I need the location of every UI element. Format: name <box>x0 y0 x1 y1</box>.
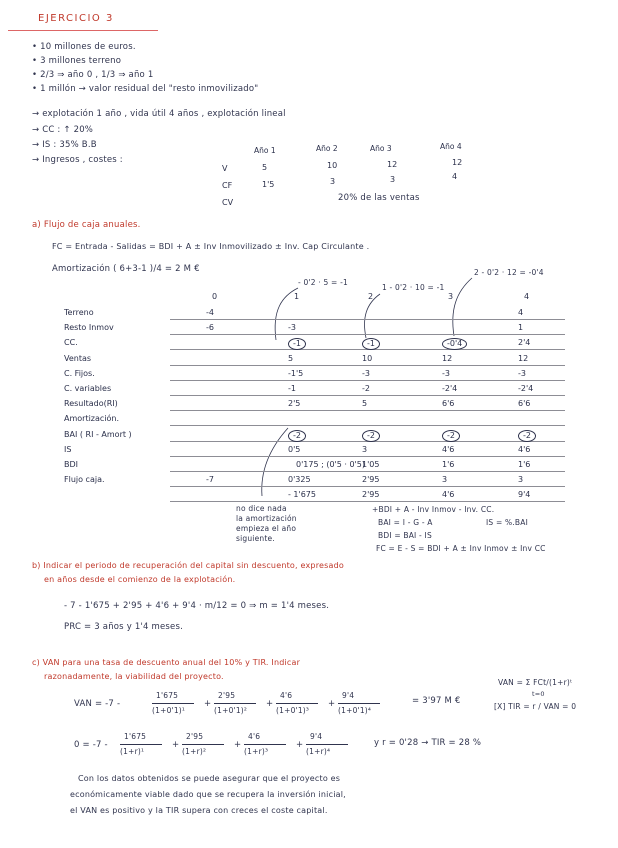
row-label: Flujo caja. <box>64 475 105 485</box>
small-v-1: 5 <box>262 163 268 172</box>
note-line-1: no dice nada <box>236 504 287 513</box>
small-v-4: 12 <box>452 158 463 167</box>
arrow-cc-3 <box>453 278 472 336</box>
condition-3: → IS : 35% B.B <box>32 140 97 150</box>
fraction-bar <box>338 703 380 704</box>
fraction-bar <box>306 744 348 745</box>
arrow-note-1: - 0'2 · 5 = -1 <box>298 278 348 287</box>
section-c-heading-1: c) VAN para una tasa de descuento anual del 10% y TIR. Indicar <box>32 658 301 667</box>
premise-3: • 2/3 ⇒ año 0 , 1/3 ⇒ año 1 <box>32 70 154 80</box>
table-cell: -3 <box>518 368 526 378</box>
table-cell: -3 <box>442 368 450 378</box>
fraction-numerator: 9'4 <box>310 732 323 741</box>
fraction-denominator: (1+0'1)³ <box>276 706 310 715</box>
plus-sign: + <box>234 740 242 750</box>
small-v-2: 10 <box>327 161 338 170</box>
table-cell: -6 <box>206 323 214 333</box>
fraction-bar <box>244 744 286 745</box>
condition-4: → Ingresos , costes : <box>32 155 123 165</box>
table-cell: - 1'675 <box>288 490 316 500</box>
table-cell: 2'95 <box>362 490 380 500</box>
summary-2: BAI = I - G - A <box>378 518 433 527</box>
table-cell: 0'175 ; (0'5 · 0'5) <box>296 460 365 469</box>
table-cell: -1 <box>288 338 306 350</box>
fraction-numerator: 9'4 <box>342 691 355 700</box>
table-cell: 1 <box>518 323 524 333</box>
small-v-3: 12 <box>387 160 398 169</box>
table-cell: -4 <box>206 308 214 317</box>
section-b-heading-2: en años desde el comienzo de la explotación. <box>44 575 236 584</box>
period-header: 1 <box>294 292 300 301</box>
conclusion-1: Con los datos obtenidos se puede asegurar que el proyecto es <box>78 774 341 783</box>
table-cell: 2'4 <box>518 338 531 348</box>
tir-label: 0 = -7 - <box>74 740 108 750</box>
table-cell: 2'5 <box>288 399 301 409</box>
table-cell: -1 <box>362 338 380 350</box>
fraction-numerator: 4'6 <box>248 732 261 741</box>
table-cell: 3 <box>518 475 524 485</box>
small-cv-note: 20% de las ventas <box>338 193 420 203</box>
table-cell: 3 <box>362 444 368 454</box>
table-cell: -1'5 <box>288 368 304 378</box>
table-cell: 6'6 <box>442 399 455 409</box>
page-title: EJERCICIO 3 <box>38 13 114 24</box>
plus-sign: + <box>296 740 304 750</box>
fraction-denominator: (1+r)³ <box>244 747 269 756</box>
table-cell: 4 <box>518 308 524 317</box>
tir-result: y r = 0'28 → TIR = 28 % <box>374 738 482 748</box>
row-label: CC. <box>64 338 78 348</box>
van-result: = 3'97 M € <box>412 696 461 706</box>
row-label: Amortización. <box>64 414 120 424</box>
period-header: 0 <box>212 292 218 301</box>
summary-3: IS = %.BAI <box>486 518 529 527</box>
year-header-3: Año 3 <box>370 144 392 153</box>
period-header: 2 <box>368 292 374 301</box>
fraction-denominator: (1+r)² <box>182 747 207 756</box>
table-cell: 5 <box>362 399 368 409</box>
row-label: C. variables <box>64 384 112 393</box>
small-cf-2: 3 <box>330 177 336 186</box>
fraction-denominator: (1+0'1)⁴ <box>338 706 372 715</box>
table-cell: 9'4 <box>518 490 531 500</box>
row-rule <box>170 395 565 396</box>
table-cell: -2 <box>518 430 536 442</box>
table-cell: -1 <box>288 384 296 393</box>
row-label: Resultado(RI) <box>64 399 118 409</box>
van-label: VAN = -7 - <box>74 699 121 709</box>
premise-4: • 1 millón → valor residual del "resto inmovilizado" <box>32 84 259 94</box>
row-label: BDI <box>64 460 79 469</box>
fraction-bar <box>276 703 318 704</box>
cash-flow-formula: FC = Entrada - Salidas = BDI + A ± Inv Inmovilizado ± Inv. Cap Circulante . <box>52 242 370 251</box>
payback-equation: - 7 - 1'675 + 2'95 + 4'6 + 9'4 · m/12 = 0 ⇒ m = 1'4 meses. <box>64 601 330 611</box>
table-cell: 6'6 <box>518 399 531 409</box>
row-label: C. Fijos. <box>64 368 95 378</box>
row-rule <box>170 365 565 366</box>
note-line-4: siguiente. <box>236 534 275 543</box>
fraction-bar <box>152 703 194 704</box>
fraction-numerator: 2'95 <box>186 732 204 741</box>
small-cf-1: 1'5 <box>262 180 275 189</box>
table-cell: -3 <box>288 323 296 333</box>
table-cell: 12 <box>442 353 453 363</box>
row-rule <box>170 456 565 457</box>
condition-2: → CC : ↑ 20% <box>32 125 94 135</box>
table-cell: 0'325 <box>288 475 311 485</box>
fraction-denominator: (1+r)⁴ <box>306 747 331 756</box>
section-c-heading-2: razonadamente, la viabilidad del proyecto. <box>44 672 224 681</box>
small-row-label-cv: CV <box>222 198 234 207</box>
table-cell: 12 <box>518 353 529 363</box>
table-cell: -2 <box>288 430 306 442</box>
table-cell: -0'4 <box>442 338 467 350</box>
small-cf-3: 3 <box>390 175 396 184</box>
row-rule <box>170 319 565 320</box>
small-row-label-cf: CF <box>222 181 233 190</box>
section-a-heading: a) Flujo de caja anuales. <box>32 220 141 230</box>
table-cell: 4'6 <box>442 444 455 454</box>
row-label: BAI ( RI - Amort ) <box>64 429 132 439</box>
row-rule <box>170 425 565 426</box>
van-definition-sub: t=0 <box>532 690 545 698</box>
table-cell: -2'4 <box>442 384 458 393</box>
period-header: 3 <box>448 292 454 301</box>
summary-1: +BDI + A - Inv Inmov - Inv. CC. <box>372 505 495 514</box>
premise-2: • 3 millones terreno <box>32 56 122 66</box>
plus-sign: + <box>172 740 180 750</box>
table-cell: 5 <box>288 353 294 363</box>
table-cell: 1'6 <box>442 460 455 469</box>
table-cell: 1'05 <box>362 460 380 469</box>
row-label: Terreno <box>64 308 94 317</box>
row-rule <box>170 334 565 335</box>
fraction-numerator: 1'675 <box>156 691 179 700</box>
small-row-label-v: V <box>222 164 228 173</box>
plus-sign: + <box>266 699 274 709</box>
summary-5: FC = E - S = BDI + A ± Inv Inmov ± Inv CC <box>376 544 546 553</box>
table-cell: 3 <box>442 475 448 485</box>
premise-1: • 10 millones de euros. <box>32 42 136 52</box>
table-cell: 4'6 <box>442 490 455 500</box>
conclusion-3: el VAN es positivo y la TIR supera con creces el coste capital. <box>70 806 328 815</box>
table-cell: -2'4 <box>518 384 534 393</box>
section-b-heading-1: b) Indicar el periodo de recuperación del capital sin descuento, expresado <box>32 561 344 570</box>
row-rule <box>170 501 565 502</box>
van-definition: VAN = Σ FCt/(1+r)ᵗ <box>498 678 573 687</box>
fraction-denominator: (1+0'1)² <box>214 706 248 715</box>
period-header: 4 <box>524 292 530 301</box>
year-header-4: Año 4 <box>440 142 462 151</box>
table-cell: 0'5 <box>288 444 301 454</box>
small-cf-4: 4 <box>452 172 458 181</box>
tir-definition: [X] TIR = r / VAN = 0 <box>494 702 577 711</box>
row-rule <box>170 380 565 381</box>
row-rule <box>170 486 565 487</box>
year-header-1: Año 1 <box>254 146 276 155</box>
table-cell: -2 <box>442 430 460 442</box>
table-cell: 4'6 <box>518 444 531 454</box>
plus-sign: + <box>328 699 336 709</box>
condition-1: → explotación 1 año , vida útil 4 años , explotación lineal <box>32 109 286 119</box>
fraction-denominator: (1+0'1)¹ <box>152 706 186 715</box>
row-label: Resto Inmov <box>64 323 114 333</box>
row-label: IS <box>64 444 72 454</box>
payback-result: PRC = 3 años y 1'4 meses. <box>64 622 183 632</box>
table-cell: 1'6 <box>518 460 531 469</box>
conclusion-2: económicamente viable dado que se recupera la inversión inicial, <box>70 790 346 799</box>
fraction-numerator: 2'95 <box>218 691 236 700</box>
note-line-3: empieza el año <box>236 524 297 533</box>
fraction-bar <box>214 703 256 704</box>
plus-sign: + <box>204 699 212 709</box>
fraction-numerator: 4'6 <box>280 691 293 700</box>
fraction-bar <box>120 744 162 745</box>
fraction-numerator: 1'675 <box>124 732 147 741</box>
fraction-denominator: (1+r)¹ <box>120 747 145 756</box>
summary-4: BDI = BAI - IS <box>378 531 432 540</box>
year-header-2: Año 2 <box>316 144 338 153</box>
note-line-2: la amortización <box>236 514 297 523</box>
table-cell: 2'95 <box>362 475 380 485</box>
table-cell: -2 <box>362 384 370 393</box>
table-cell: -2 <box>362 430 380 442</box>
arrow-note-2: 1 - 0'2 · 10 = -1 <box>382 283 445 292</box>
table-cell: -3 <box>362 368 370 378</box>
table-cell: -7 <box>206 475 214 485</box>
row-label: Ventas <box>64 353 92 363</box>
row-rule <box>170 410 565 411</box>
arrow-note-3: 2 - 0'2 · 12 = -0'4 <box>474 268 544 277</box>
table-cell: 10 <box>362 353 373 363</box>
row-rule <box>170 471 565 472</box>
fraction-bar <box>182 744 224 745</box>
amortization-formula: Amortización ( 6+3-1 )/4 = 2 M € <box>52 264 200 274</box>
